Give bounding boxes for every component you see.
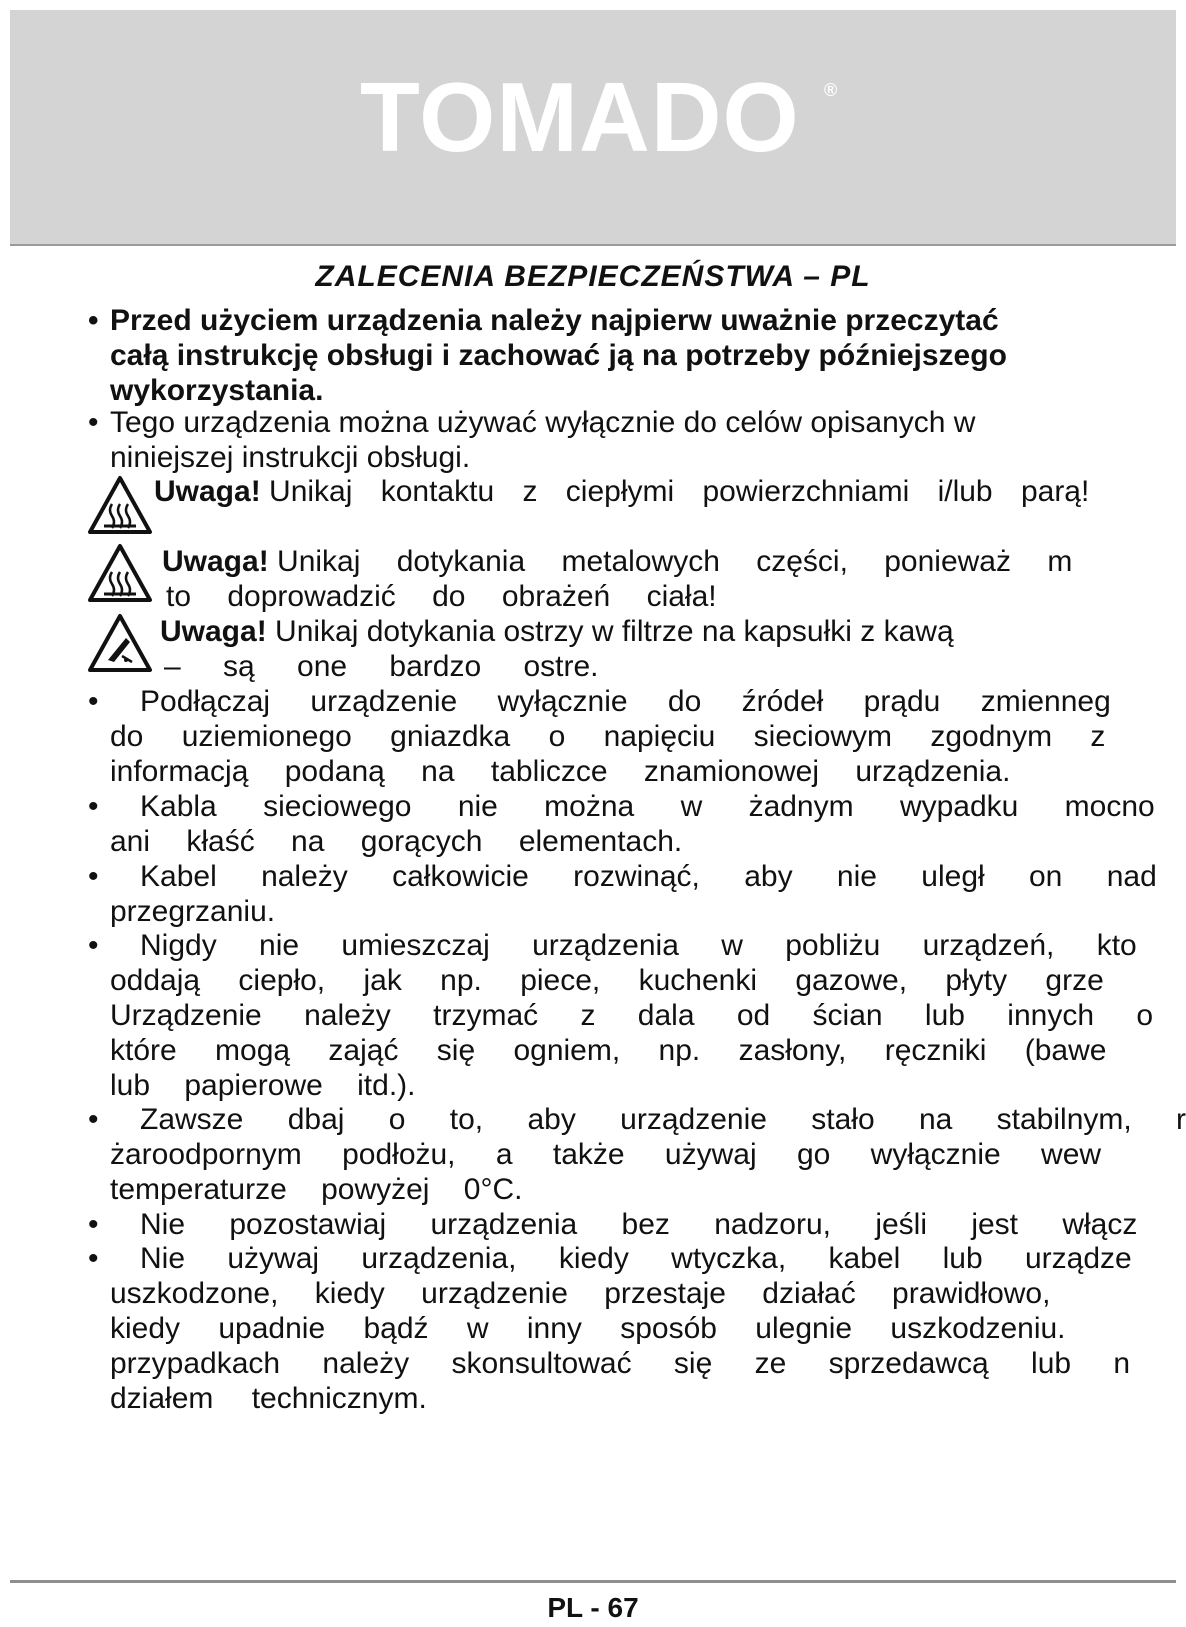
- page-title: ZALECENIA BEZPIECZEŃSTWA – PL: [315, 260, 871, 293]
- text-line: przegrzaniu.: [110, 895, 276, 928]
- text-line: Urządzenie należy trzymać z dala od ścian lub innych o: [110, 999, 1154, 1032]
- bullet-marker: •: [88, 790, 99, 823]
- text-line: Podłączaj urządzenie wyłącznie do źródeł prądu zmienneg: [140, 685, 1111, 718]
- text-line: informacją podaną na tabliczce znamionowej urządzenia.: [110, 755, 1011, 788]
- footer-divider: [10, 1580, 1176, 1583]
- text-line: uszkodzone, kiedy urządzenie przestaje działać prawidłowo,: [110, 1277, 1051, 1310]
- bullet-marker: •: [88, 1208, 99, 1241]
- text-line: Nie pozostawiaj urządzenia bez nadzoru, jeśli jest włącz: [140, 1208, 1138, 1241]
- warning-label: Uwaga!: [162, 545, 269, 578]
- text-line: które mogą zająć się ogniem, np. zasłony, ręczniki (bawe: [110, 1034, 1107, 1067]
- text-line: Kabla sieciowego nie można w żadnym wypadku mocno: [140, 790, 1155, 823]
- warning-text: Unikaj kontaktu z ciepłymi powierzchniami i/lub parą!: [269, 475, 1090, 508]
- sharp-blade-warning-icon: [86, 612, 154, 674]
- registered-mark: ®: [824, 80, 838, 100]
- text-line: kiedy upadnie bądź w inny sposób ulegnie uszkodzeniu.: [110, 1312, 1066, 1345]
- warning-text: Unikaj dotykania metalowych części, ponieważ m: [277, 545, 1073, 578]
- bullet-marker: •: [88, 1103, 99, 1136]
- warning-line: [154, 474, 1186, 510]
- text-line: lub papierowe itd.).: [110, 1069, 416, 1102]
- bullet-marker: •: [88, 1242, 99, 1275]
- text-line: żaroodpornym podłożu, a także używaj go wyłącznie wew: [110, 1138, 1102, 1171]
- warning-line: [160, 614, 954, 650]
- text-line: wykorzystania.: [110, 374, 324, 407]
- text-line: przypadkach należy skonsultować się ze sprzedawcą lub n: [110, 1347, 1131, 1380]
- hot-surface-warning-icon: [86, 474, 154, 536]
- warning-line: [162, 544, 1072, 580]
- text-line: do uziemionego gniazdka o napięciu sieciowym zgodnym z: [110, 720, 1106, 753]
- text-line: Nie używaj urządzenia, kiedy wtyczka, kabel lub urządze: [140, 1242, 1132, 1275]
- warning-text: – są one bardzo ostre.: [164, 650, 599, 683]
- text-line: Zawsze dbaj o to, aby urządzenie stało na stabilnym, r: [140, 1103, 1186, 1136]
- text-line: Przed użyciem urządzenia należy najpierw uważnie przeczytać: [110, 304, 999, 337]
- brand-logo: TOMADO: [360, 62, 800, 172]
- page-number: PL - 67: [547, 1592, 639, 1623]
- bullet-marker: •: [88, 860, 99, 893]
- text-line: całą instrukcję obsługi i zachować ją na potrzeby późniejszego: [110, 339, 1007, 372]
- bullet-marker: •: [88, 304, 99, 337]
- bullet-marker: •: [88, 929, 99, 962]
- text-line: oddają ciepło, jak np. piece, kuchenki gazowe, płyty grze: [110, 964, 1104, 997]
- text-line: niniejszej instrukcji obsługi.: [110, 441, 471, 474]
- text-line: temperaturze powyżej 0°C.: [110, 1173, 523, 1206]
- warning-label: Uwaga!: [160, 615, 267, 648]
- text-line: działem technicznym.: [110, 1382, 427, 1415]
- bullet-marker: •: [88, 685, 99, 718]
- text-line: Nigdy nie umieszczaj urządzenia w pobliżu urządzeń, kto: [140, 929, 1137, 962]
- text-line: Kabel należy całkowicie rozwinąć, aby nie uległ on nad: [140, 860, 1157, 893]
- warning-text: Unikaj dotykania ostrzy w filtrze na kapsułki z kawą: [275, 615, 954, 648]
- text-line: ani kłaść na gorących elementach.: [110, 825, 683, 858]
- text-line: Tego urządzenia można używać wyłącznie do celów opisanych w: [110, 406, 976, 439]
- hot-surface-warning-icon: [86, 542, 154, 604]
- warning-label: Uwaga!: [154, 475, 261, 508]
- bullet-marker: •: [88, 406, 99, 439]
- warning-text: to doprowadzić do obrażeń ciała!: [166, 580, 717, 613]
